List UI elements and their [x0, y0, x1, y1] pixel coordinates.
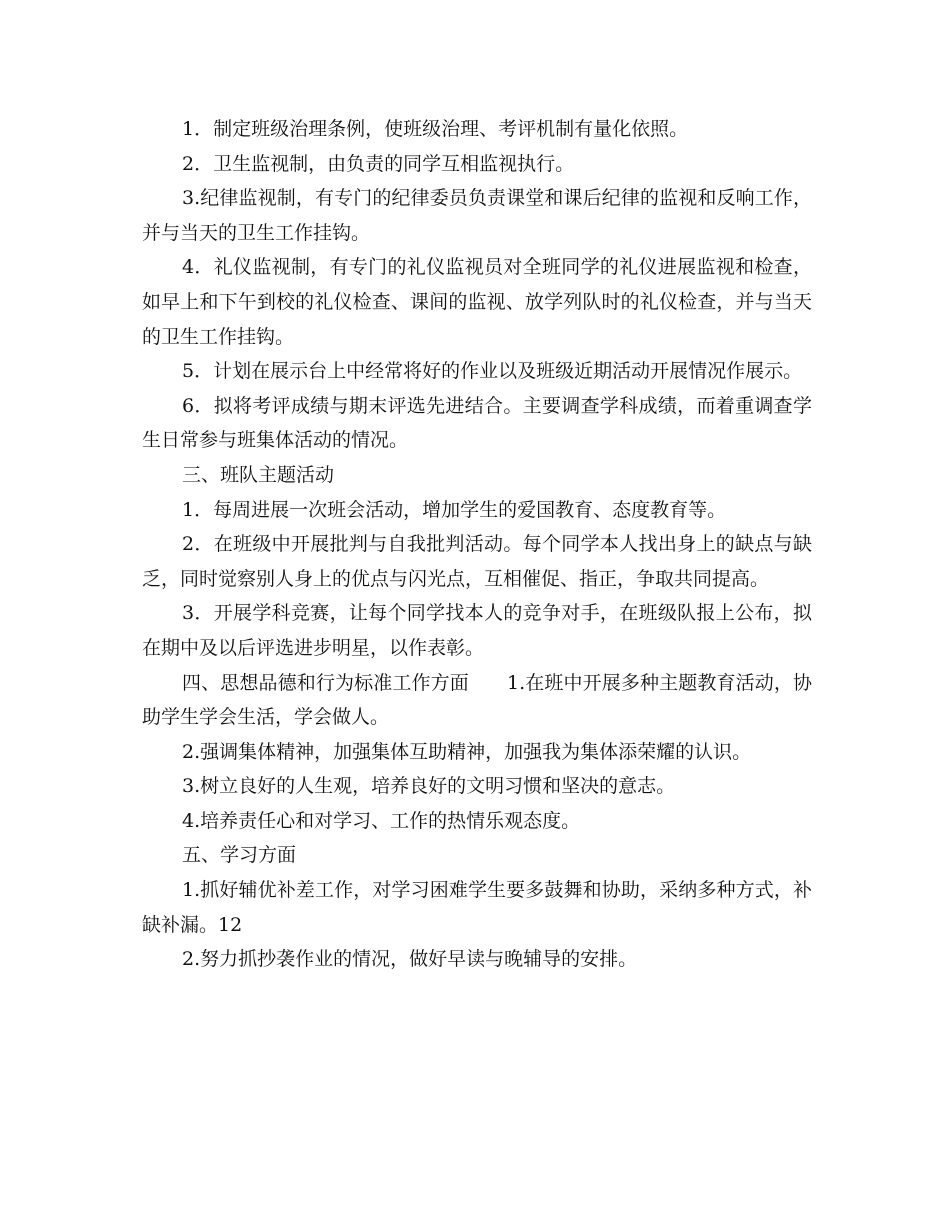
paragraph-2: 2．卫生监视制，由负责的同学互相监视执行。: [182, 152, 575, 175]
paragraph-4: 4．礼仪监视制，有专门的礼仪监视员对全班同学的礼仪进展监视和检查，如早上和下午到校的礼仪检查、课间的监视、放学列队时的礼仪检查，并与当天的卫生工作挂钩。: [142, 256, 812, 348]
document-page: [142, 112, 812, 977]
paragraph-11: 3.树立良好的人生观，培养良好的文明习惯和坚决的意志。: [182, 775, 676, 798]
section-heading-5: 五、学习方面: [182, 844, 297, 867]
section-heading-3: 三、班队主题活动: [182, 463, 335, 486]
paragraph-3: 3.纪律监视制，有专门的纪律委员负责课堂和课后纪律的监视和反响工作，并与当天的卫生工作挂钩。: [142, 187, 812, 244]
paragraph-13: 1.抓好辅优补差工作，对学习困难学生要多鼓舞和协助，采纳多种方式，补缺补漏。12: [142, 879, 812, 936]
paragraph-6: 6．拟将考评成绩与期末评选先进结合。主要调查学科成绩，而着重调查学生日常参与班集体活动的情况。: [142, 394, 812, 452]
paragraph-14: 2.努力抓抄袭作业的情况，做好早读与晚辅导的安排。: [182, 948, 638, 971]
paragraph-10: 2.强调集体精神，加强集体互助精神，加强我为集体添荣耀的认识。: [182, 740, 752, 763]
paragraph-1: 1．制定班级治理条例，使班级治理、考评机制有量化依照。: [182, 118, 689, 140]
section-heading-4-paragraph: 四、思想品德和行为标准工作方面 1.在班中开展多种主题教育活动，协助学生学会生活，学会做人。: [142, 671, 812, 729]
paragraph-12: 4.培养责任心和对学习、工作的热情乐观态度。: [182, 809, 581, 832]
paragraph-7: 1．每周进展一次班会活动，增加学生的爱国教育、态度教育等。: [182, 498, 727, 521]
paragraph-5: 5．计划在展示台上中经常将好的作业以及班级近期活动开展情况作展示。: [182, 360, 803, 383]
paragraph-9: 3．开展学科竞赛，让每个同学找本人的竞争对手，在班级队报上公布，拟在期中及以后评选进步明星，以作表彰。: [142, 602, 812, 659]
paragraph-8: 2．在班级中开展批判与自我批判活动。每个同学本人找出身上的缺点与缺乏，同时觉察别人身上的优点与闪光点，互相催促、指正，争取共同提高。: [142, 533, 812, 590]
